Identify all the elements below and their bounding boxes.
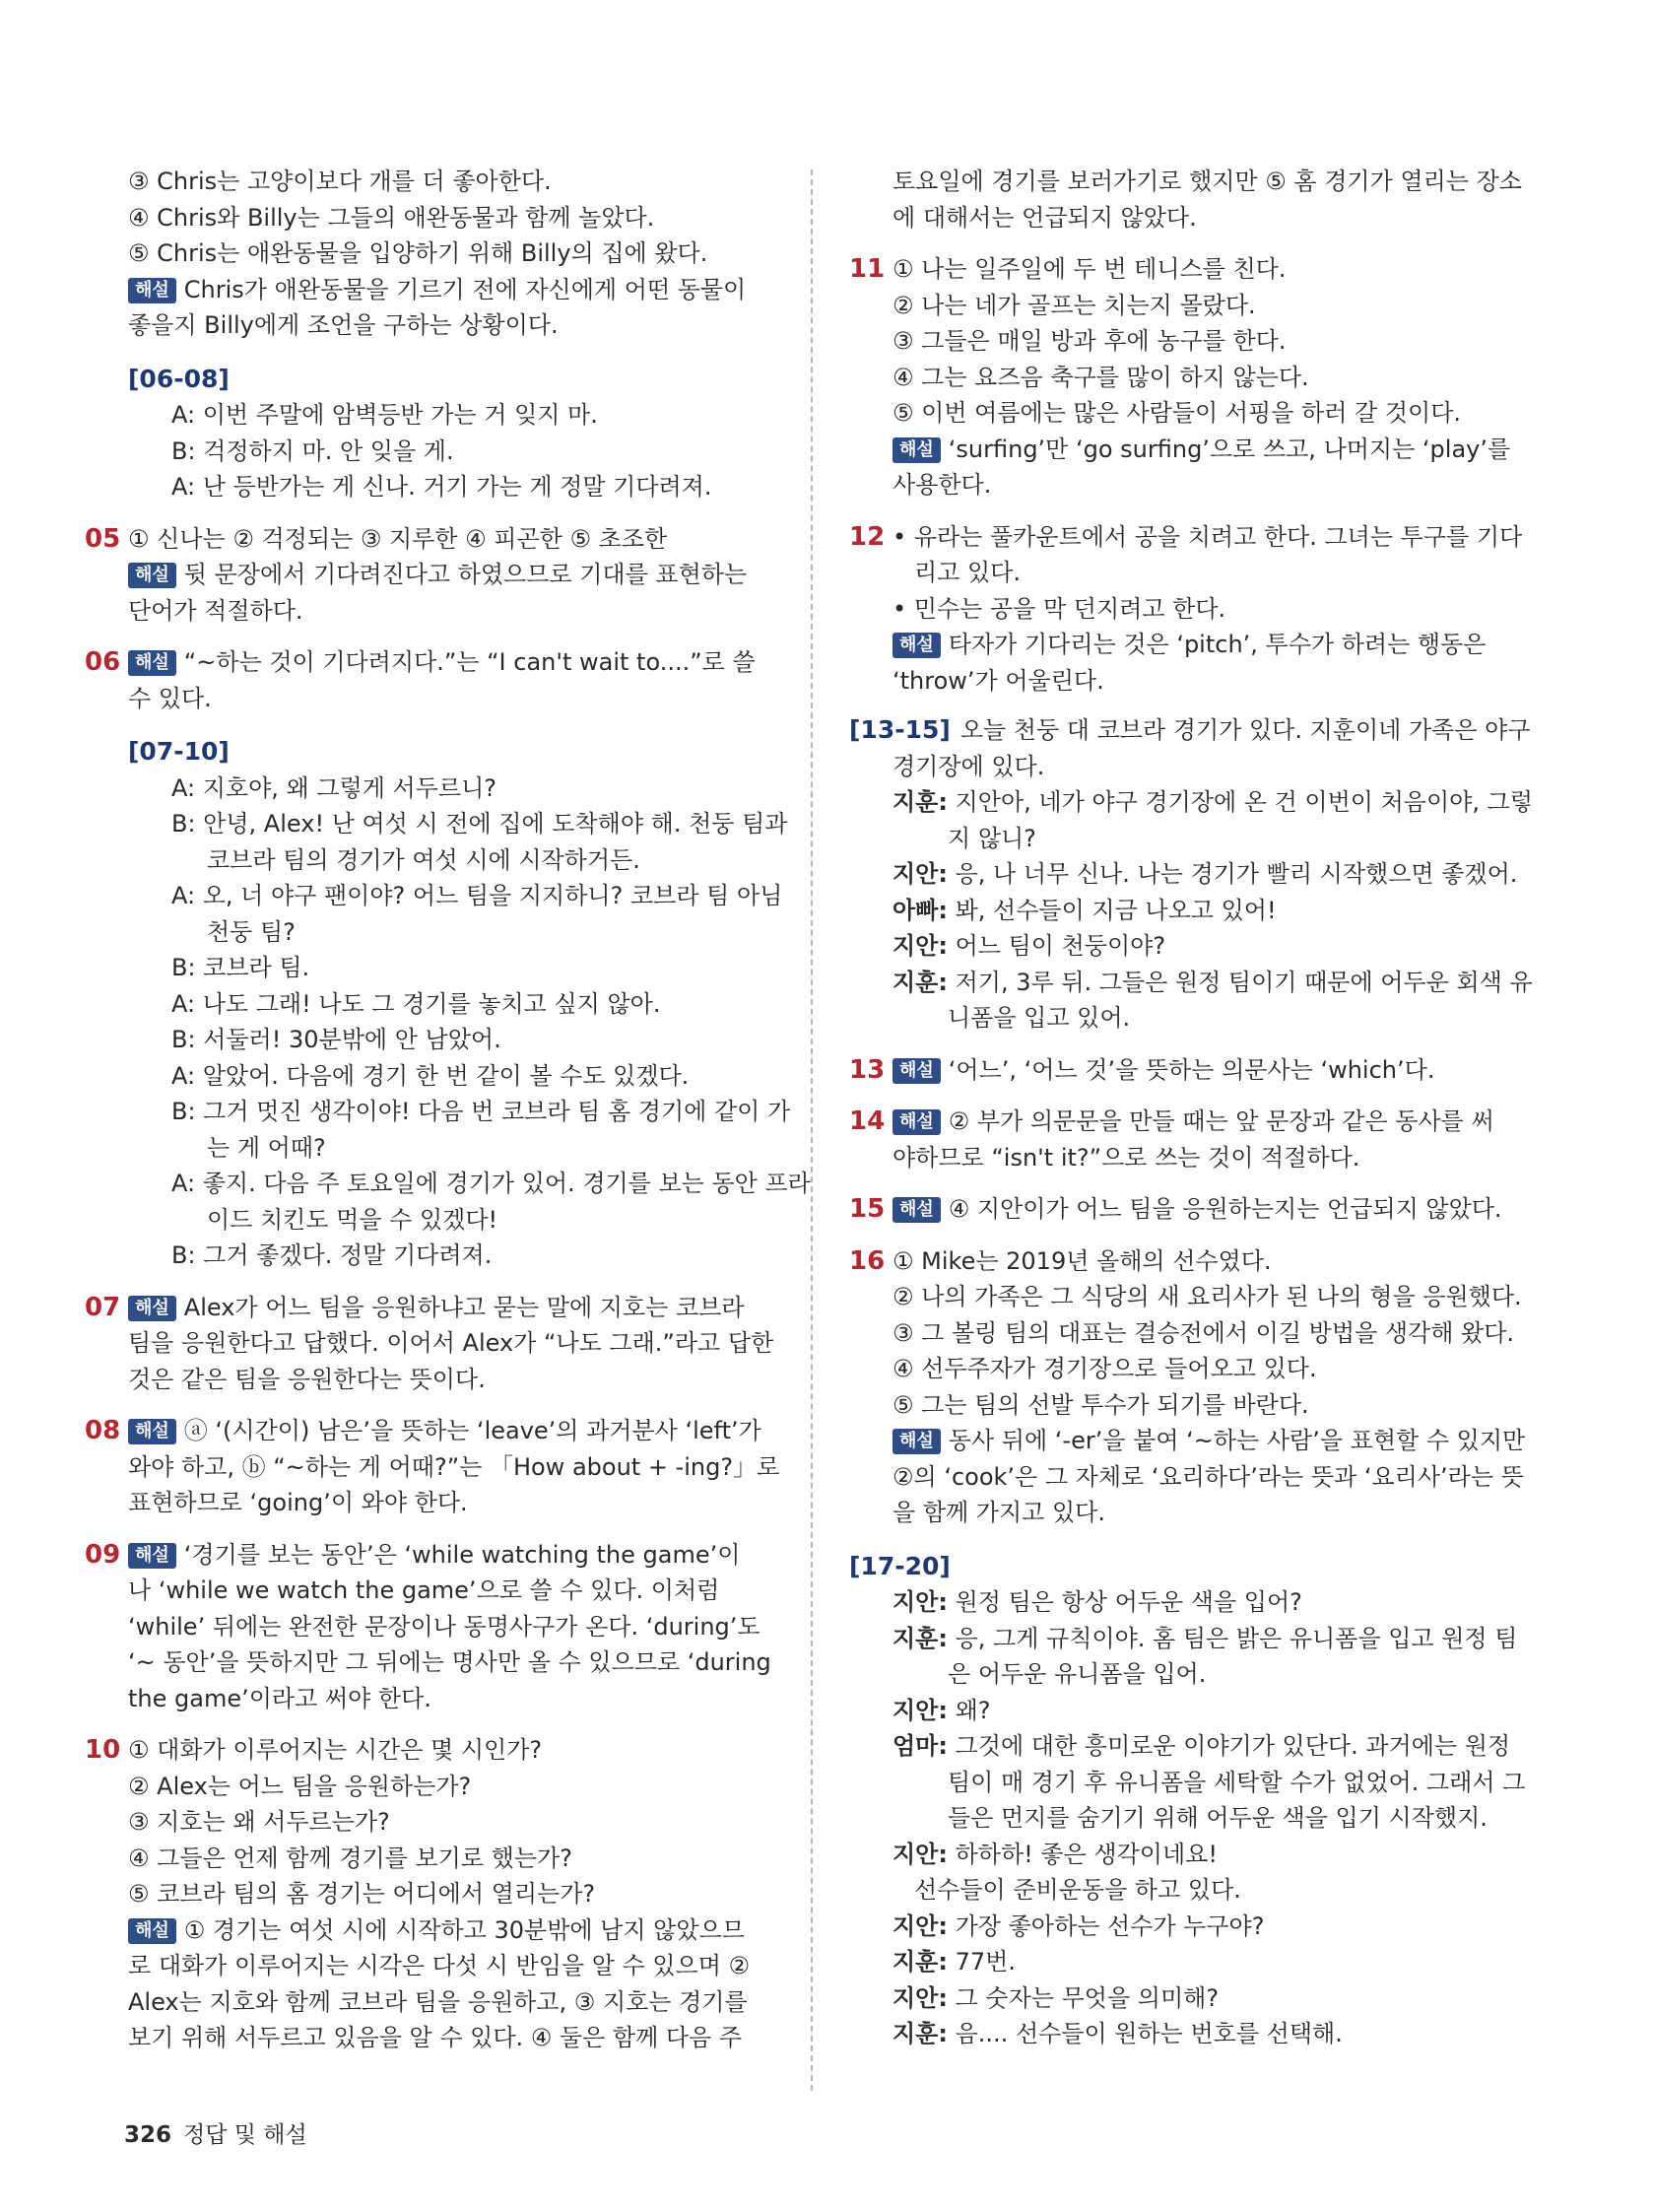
speaker-label: 지훈:	[893, 1948, 948, 1976]
speaker-label: 지훈:	[893, 1624, 948, 1652]
question-08	[85, 1413, 780, 1521]
text-line: ⑤ 이번 여름에는 많은 사람들이 서핑을 하러 갈 것이다.	[893, 399, 1462, 427]
question-number: 09	[85, 1539, 121, 1570]
dialogue-line: 이드 치킨도 먹을 수 있겠다!	[207, 1205, 498, 1234]
text-line: 해설 ‘surfing’만 ‘go surfing’으로 쓰고, 나머지는 ‘play’를	[893, 432, 1503, 468]
dialogue-line: A: 이번 주말에 암벽등반 가는 거 잊지 마.	[171, 401, 598, 429]
explanation-badge: 해설	[128, 563, 176, 588]
text-line: 해설 ① 경기는 여섯 시에 시작하고 30분밖에 남지 않았으므	[128, 1912, 739, 1949]
text-line: 좋을지 Billy에게 조언을 구하는 상황이다.	[128, 311, 559, 339]
speaker-label: 엄마:	[893, 1732, 948, 1760]
dialogue-line: 아빠: 봐, 선수들이 지금 나오고 있어!	[893, 896, 1277, 924]
explanation-badge: 해설	[893, 1197, 941, 1223]
text-line: 표현하므로 ‘going’이 와야 한다.	[128, 1489, 468, 1516]
speaker-label: 지안:	[893, 1983, 948, 2012]
section-header: [07-10]	[128, 737, 230, 766]
question-07	[85, 1290, 774, 1398]
stage-direction: 선수들이 준비운동을 하고 있다.	[914, 1876, 1241, 1904]
dialogue-line: 들은 먼지를 숨기기 위해 어두운 색을 입기 시작했지.	[948, 1804, 1488, 1832]
dialogue-line: 엄마: 그것에 대한 흥미로운 이야기가 있단다. 과거에는 원정	[893, 1732, 1511, 1760]
dialogue-line: 지안: 왜?	[893, 1696, 991, 1724]
explanation-badge: 해설	[128, 1543, 176, 1569]
dialogue-line: 코브라 팀의 경기가 여섯 시에 시작하거든.	[207, 845, 640, 874]
dialogue-line: 지훈: 응, 그게 규칙이야. 홈 팀은 밝은 유니폼을 입고 원정 팀	[893, 1624, 1518, 1652]
explanation-badge: 해설	[893, 633, 941, 658]
footer-label: 정답 및 해설	[183, 2122, 307, 2148]
dialogue-line: B: 그거 좋겠다. 정말 기다려져.	[171, 1241, 493, 1269]
explanation-badge: 해설	[893, 1058, 941, 1084]
dialogue-line: B: 안녕, Alex! 난 여섯 시 전에 집에 도착해야 해. 천둥 팀과	[171, 810, 788, 838]
dialogue-line: 지훈: 저기, 3루 뒤. 그들은 원정 팀이기 때문에 어두운 회색 유	[893, 968, 1533, 996]
text-line: 것은 같은 팀을 응원한다는 뜻이다.	[128, 1365, 486, 1393]
question-number: 05	[85, 523, 121, 554]
dialogue-line: A: 알았어. 다음에 경기 한 번 같이 볼 수도 있겠다.	[171, 1061, 690, 1090]
speaker-label: 지안:	[893, 1911, 948, 1940]
text-line: Alex는 지호와 함께 코브라 팀을 응원하고, ③ 지호는 경기를	[128, 1987, 748, 2016]
text-line: 단어가 적절하다.	[128, 596, 303, 625]
text-line: ④ 그들은 언제 함께 경기를 보기로 했는가?	[128, 1843, 572, 1872]
question-15	[849, 1191, 1503, 1228]
text-line: ‘~ 동안’을 뜻하지만 그 뒤에는 명사만 올 수 있으므로 ‘during	[128, 1648, 771, 1676]
question-06	[85, 644, 756, 716]
text-line: 을 함께 가지고 있다.	[893, 1499, 1105, 1526]
text-line: 에 대해서는 언급되지 않았다.	[893, 203, 1197, 232]
question-number: 08	[85, 1416, 121, 1445]
dialogue-line: 지안: 응, 나 너무 신나. 나는 경기가 빨리 시작했으면 좋겠어.	[893, 860, 1518, 888]
question-number: 12	[849, 521, 886, 552]
dialogue-line: 니폼을 입고 있어.	[948, 1004, 1131, 1032]
text-line: ②의 ‘cook’은 그 자체로 ‘요리하다’라는 뜻과 ‘요리사’라는 뜻	[893, 1462, 1524, 1491]
text-line: ③ Chris는 고양이보다 개를 더 좋아한다.	[128, 168, 552, 195]
text-line: 해설 Chris가 애완동물을 기르기 전에 자신에게 어떤 동물이	[128, 272, 739, 308]
explanation-badge: 해설	[128, 278, 176, 303]
text-line: 수 있다.	[128, 684, 212, 712]
text-line: 해설 Alex가 어느 팀을 응원하냐고 묻는 말에 지호는 코브라	[128, 1290, 739, 1326]
text-line: ⑤ Chris는 애완동물을 입양하기 위해 Billy의 집에 왔다.	[128, 239, 708, 267]
text-line: ① 대화가 이루어지는 시간은 몇 시인가?	[128, 1736, 543, 1764]
question-13	[849, 1052, 1503, 1089]
question-number: 06	[85, 647, 121, 677]
explanation-badge: 해설	[893, 1429, 941, 1454]
explanation-badge: 해설	[128, 1918, 176, 1944]
section-header: [06-08]	[128, 364, 230, 393]
dialogue-line: 은 어두운 유니폼을 입어.	[948, 1660, 1207, 1688]
question-number: 13	[849, 1054, 886, 1085]
section-13-15	[849, 712, 1531, 784]
text-line: 해설 ⓐ ‘(시간이) 남은’을 뜻하는 ‘leave’의 과거분사 ‘left’가	[128, 1413, 739, 1449]
text-line: ④ 그는 요즈음 축구를 많이 하지 않는다.	[893, 363, 1309, 391]
dialogue-line: 지안: 어느 팀이 천둥이야?	[893, 932, 1166, 960]
left-column	[85, 164, 811, 2056]
question-09	[85, 1537, 771, 1717]
text-line: ③ 지호는 왜 서두르는가?	[128, 1808, 390, 1836]
question-number: 10	[85, 1735, 121, 1765]
dialogue-line: 지안: 원정 팀은 항상 어두운 색을 입어?	[893, 1588, 1302, 1616]
question-number: 15	[849, 1194, 886, 1224]
section-header: [13-15]	[849, 715, 951, 744]
dialogue-line: A: 나도 그래! 나도 그 경기를 놓치고 싶지 않아.	[171, 989, 661, 1018]
explanation-badge: 해설	[128, 650, 176, 676]
dialogue-line: 팀이 매 경기 후 유니폼을 세탁할 수가 없었어. 그래서 그	[948, 1768, 1526, 1796]
dialogue-line: B: 그거 멋진 생각이야! 다음 번 코브라 팀 홈 경기에 같이 가	[171, 1098, 791, 1125]
text-line: ③ 그들은 매일 방과 후에 농구를 한다.	[893, 327, 1287, 355]
question-12	[849, 519, 1523, 700]
speaker-label: 지안:	[893, 860, 948, 888]
page-footer	[124, 2116, 307, 2149]
dialogue-line: B: 걱정하지 마. 안 잊을 게.	[171, 436, 454, 465]
speaker-label: 지훈:	[893, 788, 948, 816]
text-line: 해설 동사 뒤에 ‘-er’을 붙여 ‘~하는 사람’을 표현할 수 있지만	[893, 1423, 1503, 1459]
text-line: ① 신나는 ② 걱정되는 ③ 지루한 ④ 피곤한 ⑤ 초조한	[128, 524, 668, 553]
text-line: ‘while’ 뒤에는 완전한 문장이나 동명사구가 온다. ‘during’도	[128, 1612, 760, 1641]
right-column	[849, 164, 1533, 2052]
text-line: 와야 하고, ⓑ “~하는 게 어때?”는 「How about + -ing?」로	[128, 1452, 780, 1481]
question-10	[85, 1732, 751, 2056]
text-line: ② 나는 네가 골프는 치는지 몰랐다.	[893, 291, 1256, 319]
text-line: • 유라는 풀카운트에서 공을 치려고 한다. 그녀는 투구를 기다	[893, 522, 1523, 551]
speaker-label: 아빠:	[893, 896, 948, 924]
text-line: 해설 타자가 기다리는 것은 ‘pitch’, 투수가 하려는 행동은	[893, 627, 1503, 663]
text-line: ⑤ 코브라 팀의 홈 경기는 어디에서 열리는가?	[128, 1880, 596, 1908]
question-05	[85, 521, 748, 630]
explanation-badge: 해설	[128, 1296, 176, 1321]
speaker-label: 지안:	[893, 1696, 948, 1724]
text-line: • 민수는 공을 막 던지려고 한다.	[893, 594, 1226, 623]
question-number: 14	[849, 1106, 886, 1136]
text-line: 해설 ‘경기를 보는 동안’은 ‘while watching the game’이	[128, 1537, 739, 1574]
question-number: 16	[849, 1245, 886, 1276]
text-line: ① 나는 일주일에 두 번 테니스를 친다.	[893, 255, 1287, 283]
text-line: ③ 그 볼링 팀의 대표는 결승전에서 이길 방법을 생각해 왔다.	[893, 1318, 1515, 1347]
dialogue-line: A: 좋지. 다음 주 토요일에 경기가 있어. 경기를 보는 동안 프라	[171, 1170, 811, 1197]
dialogue-line: 는 게 어때?	[207, 1133, 326, 1162]
speaker-label: 지안:	[893, 1840, 948, 1868]
text-line: 사용한다.	[893, 471, 992, 499]
question-number: 11	[849, 254, 886, 284]
section-header: [17-20]	[849, 1551, 951, 1580]
dialogue-line: B: 코브라 팀.	[171, 954, 310, 981]
text-line: ① Mike는 2019년 올해의 선수였다.	[893, 1246, 1272, 1275]
text-line: ⑤ 그는 팀의 선발 투수가 되기를 바란다.	[893, 1390, 1309, 1419]
text-line: 토요일에 경기를 보러가기로 했지만 ⑤ 홈 경기가 열리는 장소	[893, 168, 1522, 195]
text-line: [13-15] 오늘 천둥 대 코브라 경기가 있다. 지훈이네 가족은 야구	[849, 715, 1531, 744]
dialogue-line: 지안: 그 숫자는 무엇을 의미해?	[893, 1983, 1220, 2012]
speaker-label: 지안:	[893, 932, 948, 960]
text-line: 해설 “~하는 것이 기다려지다.”는 “I can't wait to....”로 쓸	[128, 644, 739, 681]
page-number: 326	[124, 2122, 172, 2148]
column-divider	[811, 169, 813, 2091]
text-line: ‘throw’가 어울린다.	[893, 666, 1104, 695]
explanation-badge: 해설	[128, 1419, 176, 1444]
explanation-badge: 해설	[893, 437, 941, 463]
dialogue-line: 지안: 하하하! 좋은 생각이네요!	[893, 1840, 1218, 1868]
text-line: ② 나의 가족은 그 식당의 새 요리사가 된 나의 형을 응원했다.	[893, 1283, 1522, 1310]
dialogue-line: A: 난 등반가는 게 신나. 거기 가는 게 정말 기다려져.	[171, 473, 712, 501]
text-line: 해설 뒷 문장에서 기다려진다고 하였으므로 기대를 표현하는	[128, 557, 739, 593]
text-line: the game’이라고 써야 한다.	[128, 1684, 431, 1712]
text-line: 해설 ② 부가 의문문을 만들 때는 앞 문장과 같은 동사를 써	[893, 1104, 1503, 1140]
text-line: 경기장에 있다.	[893, 752, 1045, 780]
dialogue-line: 지 않니?	[948, 824, 1036, 852]
dialogue-line: 천둥 팀?	[207, 917, 296, 946]
text-line: 야하므로 “isn't it?”으로 쓰는 것이 적절하다.	[893, 1143, 1360, 1172]
question-number: 07	[85, 1292, 121, 1322]
text-line: 나 ‘while we watch the game’으로 쓸 수 있다. 이처럼	[128, 1576, 720, 1604]
text-line: 로 대화가 이루어지는 시각은 다섯 시 반임을 알 수 있으며 ②	[128, 1952, 751, 1979]
question-14	[849, 1104, 1503, 1175]
speaker-label: 지훈:	[893, 968, 948, 996]
question-11	[849, 251, 1511, 503]
text-line: 보기 위해 서두르고 있음을 알 수 있다. ④ 둘은 함께 다음 주	[128, 2024, 743, 2051]
question-16	[849, 1243, 1526, 1531]
text-line: ② Alex는 어느 팀을 응원하는가?	[128, 1772, 472, 1800]
text-line: ④ 선두주자가 경기장으로 들어오고 있다.	[893, 1355, 1317, 1382]
dialogue-line: 지훈: 지안아, 네가 야구 경기장에 온 건 이번이 처음이야, 그렇	[893, 788, 1533, 816]
text-line: 해설 ‘어느’, ‘어느 것’을 뜻하는 의문사는 ‘which’다.	[893, 1052, 1503, 1089]
speaker-label: 지안:	[893, 1588, 948, 1616]
dialogue-line: 지안: 가장 좋아하는 선수가 누구야?	[893, 1911, 1265, 1940]
dialogue-line: 지훈: 77번.	[893, 1948, 1016, 1976]
dialogue-line: A: 지호야, 왜 그렇게 서두르니?	[171, 773, 496, 802]
dialogue-line: B: 서둘러! 30분밖에 안 남았어.	[171, 1026, 501, 1053]
dialogue-line: 지훈: 음.... 선수들이 원하는 번호를 선택해.	[893, 2020, 1343, 2047]
text-line: 팀을 응원한다고 답했다. 이어서 Alex가 “나도 그래.”라고 답한	[128, 1329, 774, 1357]
dialogue-line: A: 오, 너 야구 팬이야? 어느 팀을 지지하니? 코브라 팀 아님	[171, 882, 783, 909]
explanation-badge: 해설	[893, 1109, 941, 1135]
text-line: ④ Chris와 Billy는 그들의 애완동물과 함께 놀았다.	[128, 203, 655, 232]
speaker-label: 지훈:	[893, 2020, 948, 2047]
text-line: 해설 ④ 지안이가 어느 팀을 응원하는지는 언급되지 않았다.	[893, 1191, 1503, 1228]
text-line: 리고 있다.	[914, 559, 1021, 586]
